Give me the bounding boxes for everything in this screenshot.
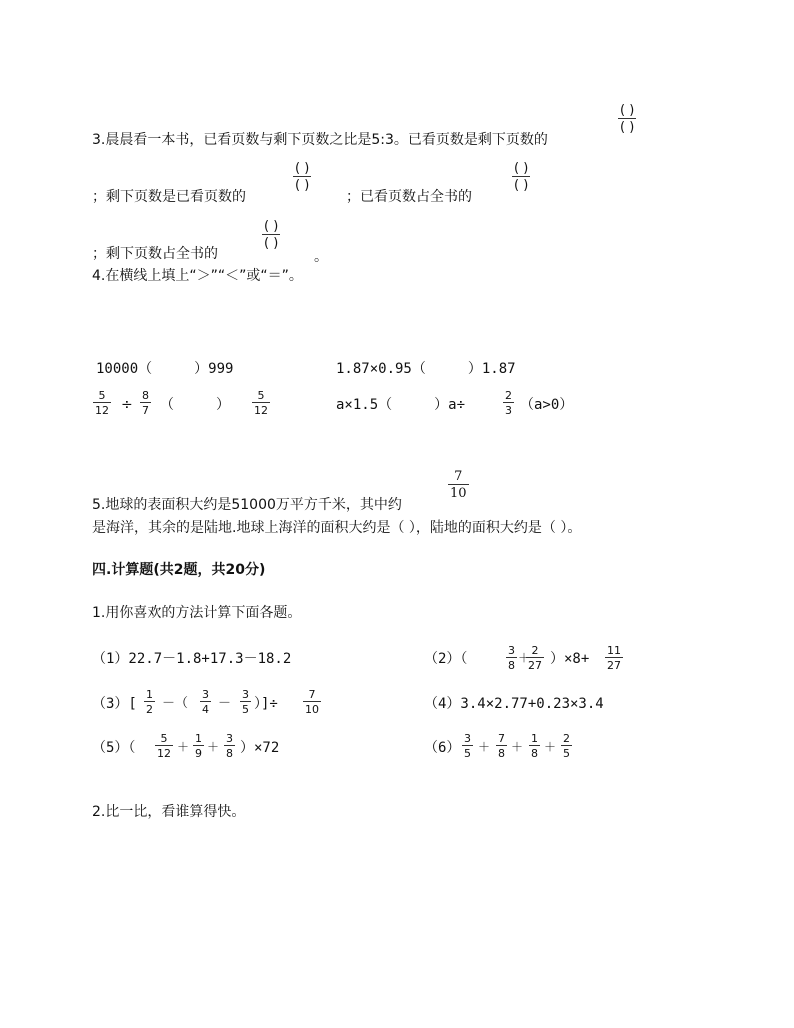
fraction: 5 12 xyxy=(95,389,109,417)
fraction: 3 5 xyxy=(464,732,471,760)
calc-problem-2-start: （2）（ xyxy=(424,651,468,667)
fraction: 2 3 xyxy=(505,389,512,417)
fraction: 1 8 xyxy=(531,732,538,760)
minus-sign: － xyxy=(218,696,232,711)
fraction: 7 10 xyxy=(450,469,467,501)
fraction: 8 7 xyxy=(142,389,149,417)
calc-problem-3-end: ）]÷ xyxy=(254,696,278,712)
calc-problem-5-end: ）×72 xyxy=(240,740,280,756)
fraction-blank: ( ) ( ) xyxy=(264,219,279,251)
section-heading: 四.计算题(共2题，共20分) xyxy=(92,562,266,578)
plus-sign: ＋ xyxy=(177,740,190,754)
fraction: 2 27 xyxy=(528,644,542,672)
calc-problem-5-start: （5）（ xyxy=(92,740,136,756)
calc-problem-3-start: （3）[ xyxy=(92,696,137,712)
q4-item-b: 1.87×0.95（ ）1.87 xyxy=(336,361,516,377)
fraction: 1 2 xyxy=(146,688,153,716)
q3-line3-end: 。 xyxy=(314,249,328,265)
plus-sign: ＋ xyxy=(478,740,491,754)
fraction-blank: ( ) ( ) xyxy=(514,161,529,193)
q3-line3: ；剩下页数占全书的 xyxy=(92,246,218,262)
plus-sign: ＋ xyxy=(544,740,557,754)
fraction: 5 12 xyxy=(254,389,268,417)
fraction: 3 8 xyxy=(226,732,233,760)
calc-question-2: 2.比一比，看谁算得快。 xyxy=(92,804,246,820)
fraction: 2 5 xyxy=(563,732,570,760)
fraction: 3 5 xyxy=(242,688,249,716)
fraction: 3 8 xyxy=(508,644,515,672)
plus-sign: ＋ xyxy=(511,740,524,754)
calc-problem-6-start: （6） xyxy=(424,740,461,756)
fraction: 11 27 xyxy=(607,644,621,672)
calc-question-1: 1.用你喜欢的方法计算下面各题。 xyxy=(92,605,302,621)
q4-item-d-condition: （a>0） xyxy=(520,397,574,413)
fraction-blank: ( ) ( ) xyxy=(295,161,310,193)
fraction: 3 4 xyxy=(202,688,209,716)
calc-problem-4: （4）3.4×2.77+0.23×3.4 xyxy=(424,696,604,712)
q3-line1: 3.晨晨看一本书，已看页数与剩下页数之比是5:3。已看页数是剩下页数的 xyxy=(92,132,548,148)
compare-blank: （ ） xyxy=(160,397,230,413)
fraction-blank: ( ) ( ) xyxy=(620,103,635,135)
q3-line2b: ；已看页数占全书的 xyxy=(346,189,472,205)
plus-sign: ＋ xyxy=(207,740,220,754)
fraction: 7 8 xyxy=(498,732,505,760)
q5-line1: 5.地球的表面积大约是51000万平方千米，其中约 xyxy=(92,497,402,513)
q4-item-d: a×1.5（ ）a÷ xyxy=(336,397,466,413)
fraction: 1 9 xyxy=(195,732,202,760)
q3-line2a: ；剩下页数是已看页数的 xyxy=(92,189,246,205)
calc-problem-2-end: ）×8+ xyxy=(550,651,590,667)
q4-instruction: 4.在横线上填上“＞”“＜”或“＝”。 xyxy=(92,268,303,284)
minus-paren: －（ xyxy=(162,696,189,711)
q4-item-a: 10000（ ）999 xyxy=(96,361,234,377)
divide-sign: ÷ xyxy=(121,397,133,413)
fraction: 7 10 xyxy=(305,688,319,716)
fraction: 5 12 xyxy=(157,732,171,760)
plus-sign: ＋ xyxy=(518,651,531,665)
q5-line2: 是海洋，其余的是陆地.地球上海洋的面积大约是（ ），陆地的面积大约是（ ）。 xyxy=(92,520,582,536)
calc-problem-1: （1）22.7－1.8+17.3－18.2 xyxy=(92,651,292,667)
